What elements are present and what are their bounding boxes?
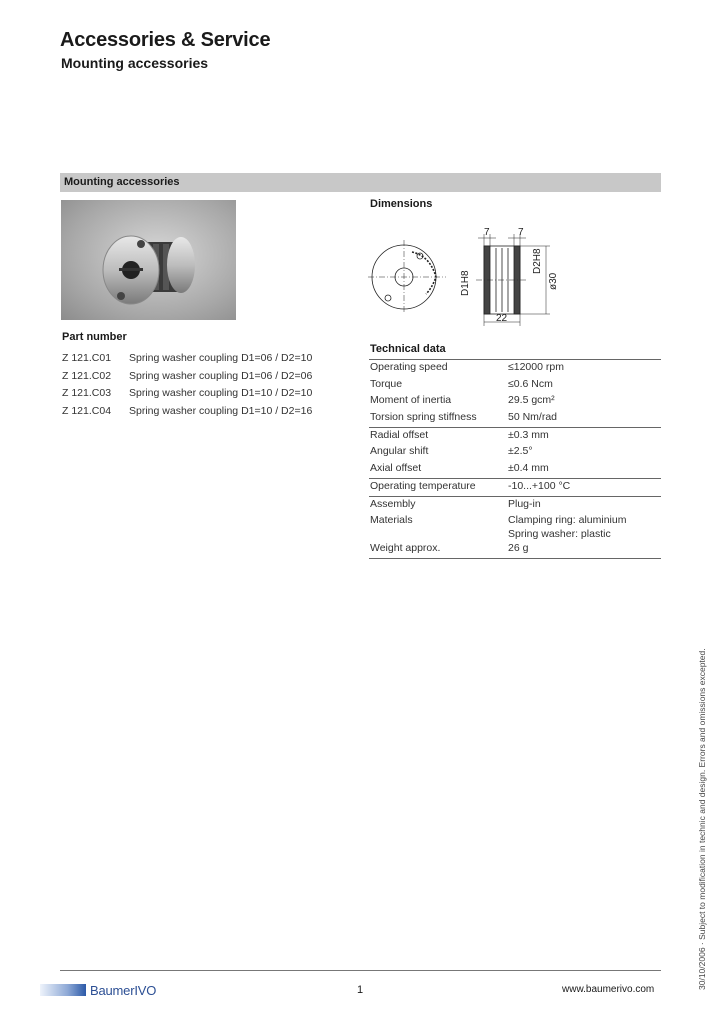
tech-label: Assembly [369, 496, 508, 513]
logo-text-ivo: IVO [134, 982, 157, 998]
dimensions-heading: Dimensions [370, 198, 433, 210]
tech-row [369, 427, 661, 444]
tech-row [369, 496, 661, 513]
part-description: Spring washer coupling D1=06 / D2=06 [129, 369, 313, 382]
tech-row [369, 478, 661, 496]
tech-label: Angular shift [370, 445, 429, 458]
tech-value: Plug-in [508, 496, 661, 513]
page-subtitle: Mounting accessories [61, 55, 209, 71]
website-link[interactable]: www.baumerivo.com [562, 984, 655, 995]
tech-row [369, 393, 661, 410]
technical-data-table [369, 359, 661, 559]
part-code: Z 121.C02 [62, 369, 112, 382]
screw-hole [385, 295, 391, 301]
tech-row [369, 360, 661, 377]
page-title: Accessories & Service [60, 29, 271, 51]
tech-value: ±0.3 mm [508, 427, 661, 444]
part-number-row [62, 403, 312, 421]
tech-label: Materials [370, 514, 413, 527]
dim-label-outer-diameter: ø30 [548, 272, 559, 290]
tech-row [369, 377, 661, 394]
part-number-heading: Part number [62, 331, 127, 343]
part-description: Spring washer coupling D1=10 / D2=10 [129, 387, 313, 399]
tech-value: 26 g [508, 541, 661, 558]
part-description: Spring washer coupling D1=10 / D2=16 [129, 404, 313, 417]
tech-value-line: Clamping ring: aluminium [507, 514, 627, 527]
product-photo [61, 200, 236, 320]
page-number: 1 [357, 984, 364, 996]
tech-row [369, 444, 661, 461]
tech-row [369, 410, 661, 427]
hatch-arc [412, 252, 436, 294]
dim-label-bore-right: D2H8 [532, 248, 543, 274]
tech-value [508, 513, 661, 541]
part-number-row [62, 385, 312, 403]
tech-value: -10...+100 °C [508, 478, 661, 496]
tech-value: 50 Nm/rad [507, 411, 558, 424]
tech-row [369, 541, 661, 558]
tech-label: Moment of inertia [370, 394, 452, 407]
part-number-row [62, 368, 312, 386]
tech-value: ±2.5° [507, 445, 533, 458]
tech-value: ≤0.6 Ncm [507, 377, 553, 390]
dim-label-width-left: 7 [484, 227, 490, 238]
tech-label: Torque [370, 377, 403, 390]
tech-label: Torsion spring stiffness [370, 411, 477, 424]
tech-value-line: Spring washer: plastic [507, 528, 611, 541]
tech-row [369, 461, 661, 478]
tech-value: 29.5 gcm² [507, 394, 555, 407]
tech-value: ±0.4 mm [507, 462, 549, 475]
part-code: Z 121.C01 [62, 352, 112, 364]
tech-label: Operating speed [369, 360, 508, 377]
logo-gradient-bar [40, 984, 86, 996]
dim-label-width-right: 7 [518, 227, 524, 238]
technical-data-heading: Technical data [370, 343, 446, 355]
tech-label: Radial offset [369, 427, 508, 444]
dim-label-bore-left: D1H8 [460, 270, 471, 296]
part-code: Z 121.C04 [62, 404, 112, 417]
footer-divider [60, 970, 661, 971]
dim-label-total-length: 22 [496, 313, 508, 324]
tech-label: Operating temperature [369, 478, 508, 496]
front-view [368, 240, 446, 314]
brand-logo [40, 983, 156, 997]
tech-label: Weight approx. [369, 541, 508, 558]
dimension-drawing [366, 222, 566, 332]
part-code: Z 121.C03 [62, 387, 112, 399]
logo-text-baumer: Baumer [90, 982, 135, 998]
coupling-photo-drawing [61, 200, 236, 320]
side-view [476, 234, 550, 326]
tech-row [369, 513, 661, 541]
tech-value: ≤12000 rpm [508, 360, 661, 377]
side-disclaimer: 30/10/2006 · Subject to modification in technic and design. Errors and omissions excepted. [697, 648, 707, 990]
section-bar: Mounting accessories [60, 173, 661, 192]
part-number-list [62, 350, 312, 420]
tech-label: Axial offset [370, 462, 422, 475]
part-description: Spring washer coupling D1=06 / D2=10 [129, 352, 313, 364]
part-number-row [62, 350, 312, 368]
